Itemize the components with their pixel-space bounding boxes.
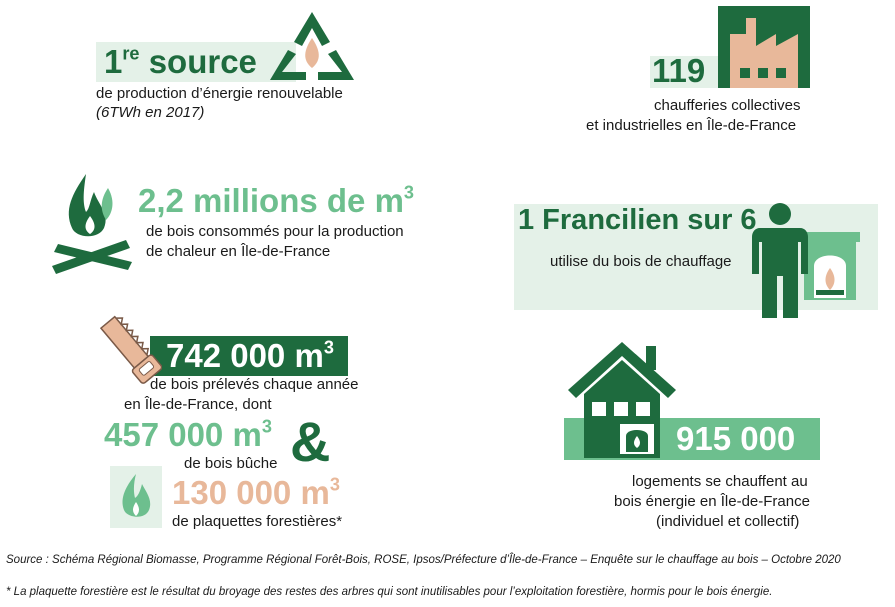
logements-number: 915 000 xyxy=(676,420,796,457)
logements-line1: logements se chauffent au xyxy=(632,473,808,490)
footnote: * La plaquette forestière est le résultat du broyage des restes des arbres qui sont inutilisables pour l’exploitation forestière, hormis pour le bois énergie. xyxy=(6,586,773,598)
francilien-line1: utilise du bois de chauffage xyxy=(550,253,732,270)
bois-buche-number: 457 000 $m^3$ xyxy=(104,416,272,453)
bois-consomme-line1: de bois consommés pour la production xyxy=(146,223,404,240)
prelevement-line1: de bois prélevés chaque année xyxy=(150,376,359,393)
campfire-icon xyxy=(50,170,134,274)
logements-line3: (individuel et collectif) xyxy=(656,513,800,530)
plaquettes-label: de plaquettes forestières* xyxy=(172,513,343,530)
source-line2: (6TWh en 2017) xyxy=(96,104,205,121)
logements-line2: bois énergie en Île-de-France xyxy=(614,493,810,510)
source-title: 1re source xyxy=(104,43,257,80)
chaufferies-line2: et industrielles en Île-de-France xyxy=(586,117,797,134)
ampersand: & xyxy=(290,410,331,473)
prelevement-line2: en Île-de-France, dont xyxy=(124,396,272,413)
chaufferies-line1: chaufferies collectives xyxy=(654,97,801,114)
source-line1: de production d’énergie renouvelable xyxy=(96,85,343,102)
factory-icon xyxy=(718,6,810,88)
fireplace-icon xyxy=(800,232,860,300)
recycle-flame-icon xyxy=(266,8,358,88)
house-icon xyxy=(566,340,678,458)
francilien-number: 1 Francilien sur 6 xyxy=(518,204,757,236)
bois-consomme-line2: de chaleur en Île-de-France xyxy=(146,243,331,260)
flame-icon xyxy=(118,472,154,524)
prelevement-number: 742 000 $m^3$ xyxy=(166,337,334,374)
person-icon xyxy=(752,202,808,318)
bois-buche-label: de bois bûche xyxy=(184,455,278,472)
plaquettes-number: 130 000 $m^3$ xyxy=(172,474,340,511)
source-note: Source : Schéma Régional Biomasse, Programme Régional Forêt-Bois, ROSE, Ipsos/Préfecture d’Île-de-France – Enquête sur le chauffage au bois – Octobre 2020 xyxy=(6,554,841,566)
bois-consomme-number: 2,2 millions de $m^3$ xyxy=(138,182,415,219)
chaufferies-number: 119 xyxy=(652,52,706,89)
